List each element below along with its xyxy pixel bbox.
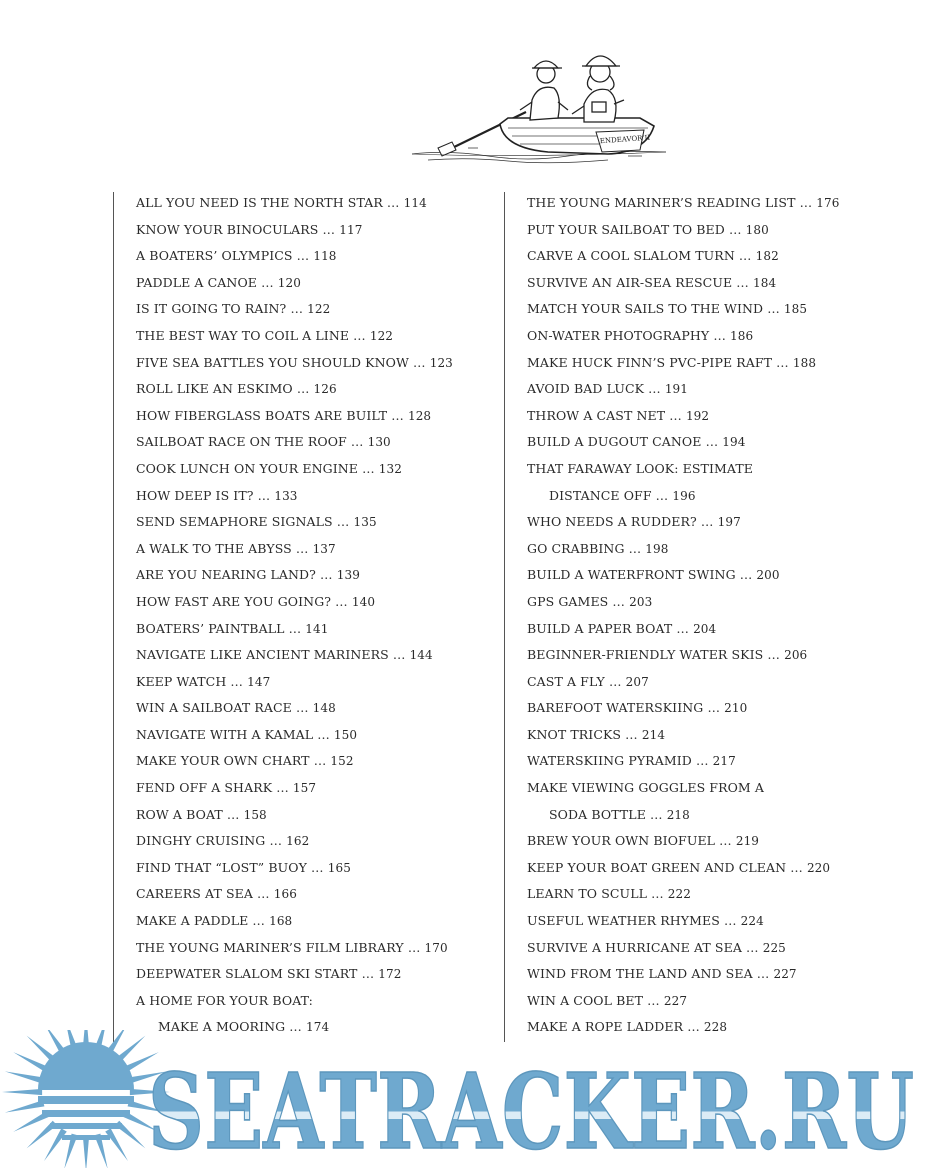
toc-entry-separator: …	[651, 487, 673, 503]
watermark-text: SEATRACKER.RU	[148, 1050, 914, 1168]
toc-entry-title: SEND SEMAPHORE SIGNALS	[136, 514, 333, 530]
toc-entry-page: 228	[703, 1020, 728, 1035]
toc-entry-page: 210	[724, 701, 748, 716]
seatracker-watermark	[0, 1030, 926, 1168]
toc-entry	[527, 217, 839, 244]
toc-entry-page: 220	[806, 860, 831, 875]
toc-entry-separator: …	[257, 274, 278, 290]
toc-entry-title: DINGHY CRUISING	[136, 833, 266, 849]
toc-entry-title: THAT FARAWAY LOOK: ESTIMATE	[527, 460, 753, 476]
toc-entry	[136, 881, 453, 908]
toc-entry-separator: …	[315, 567, 337, 583]
toc-entry-page: 186	[730, 328, 754, 343]
toc-entry	[136, 695, 453, 722]
toc-entry-title: MAKE YOUR OWN CHART	[136, 753, 310, 769]
toc-entry-title: MAKE A PADDLE	[136, 913, 249, 929]
toc-entry-separator: …	[703, 700, 725, 716]
toc-entry-title: MAKE A MOORING	[158, 1019, 286, 1035]
toc-entry	[136, 828, 453, 855]
toc-entry-page: 133	[274, 488, 298, 503]
toc-entry-title: MATCH YOUR SAILS TO THE WIND	[527, 301, 764, 317]
toc-entry-separator: …	[408, 354, 430, 370]
toc-entry-title: GPS GAMES	[527, 593, 609, 609]
toc-entry-title: A HOME FOR YOUR BOAT:	[136, 992, 313, 1008]
toc-entry-title: IS IT GOING TO RAIN?	[136, 301, 287, 317]
toc-entry	[136, 509, 453, 536]
toc-entry	[136, 562, 453, 589]
toc-entry-separator: …	[741, 939, 763, 955]
toc-entry-title: A WALK TO THE ABYSS	[136, 540, 292, 556]
toc-entry-separator: …	[665, 407, 686, 423]
toc-entry-separator: …	[291, 700, 313, 716]
toc-entry	[136, 483, 453, 510]
toc-entry-page: 114	[403, 196, 427, 210]
toc-entry-separator: …	[403, 939, 425, 955]
toc-entry-separator: …	[647, 886, 668, 902]
toc-entry	[136, 748, 453, 775]
toc-entry	[527, 908, 839, 935]
toc-entry-separator: …	[357, 966, 379, 982]
toc-entry-page: 139	[336, 568, 360, 583]
toc-entry-title: SURVIVE A HURRICANE AT SEA	[527, 939, 742, 955]
toc-entry-page: 218	[666, 807, 690, 822]
toc-entry-separator: …	[772, 354, 793, 370]
toc-entry-title: MAKE VIEWING GOGGLES FROM A	[527, 780, 765, 796]
toc-entry	[527, 935, 839, 962]
toc-entry-page: 192	[685, 408, 710, 423]
toc-entry-page: 172	[378, 967, 402, 982]
toc-entry-page: 227	[663, 993, 688, 1008]
toc-entry-page: 168	[269, 914, 293, 929]
toc-entry-separator: …	[358, 460, 379, 476]
toc-entry-separator: …	[226, 673, 248, 689]
toc-entry-title: DEEPWATER SLALOM SKI START	[136, 966, 358, 982]
toc-entry	[527, 802, 839, 829]
toc-entry	[527, 350, 839, 377]
toc-entry	[527, 961, 839, 988]
toc-entry	[527, 270, 839, 297]
toc-entry	[527, 855, 839, 882]
toc-entry-separator: …	[292, 381, 314, 397]
toc-entry-title: WIN A SAILBOAT RACE	[136, 700, 292, 716]
toc-entry-separator: …	[608, 593, 630, 609]
toc-entry-separator: …	[701, 434, 723, 450]
toc-entry-page: 219	[735, 834, 760, 849]
toc-entry-separator: …	[719, 913, 741, 929]
toc-entry-page: 217	[712, 754, 736, 769]
toc-entry-page: 214	[641, 727, 666, 742]
toc-entry	[136, 217, 453, 244]
toc-entry-title: KEEP YOUR BOAT GREEN AND CLEAN	[527, 859, 787, 875]
toc-entry-page: 166	[273, 887, 297, 902]
toc-entry-page: 117	[339, 222, 363, 237]
toc-entry	[527, 456, 839, 483]
toc-entry	[527, 988, 839, 1015]
toc-entry-separator: …	[349, 327, 370, 343]
toc-entry	[136, 908, 453, 935]
toc-entry	[136, 589, 453, 616]
toc-entry	[527, 323, 839, 350]
toc-entry-title: THE BEST WAY TO COIL A LINE	[136, 327, 350, 343]
toc-entry-title: BREW YOUR OWN BIOFUEL	[527, 833, 716, 849]
toc-entry-separator: …	[644, 381, 665, 397]
toc-entry-title: SODA BOTTLE	[549, 806, 646, 822]
toc-entry-separator: …	[645, 806, 667, 822]
toc-entry	[136, 669, 453, 696]
toc-entry-title: KNOW YOUR BINOCULARS	[136, 221, 319, 237]
toc-entry-separator: …	[691, 753, 713, 769]
toc-entry	[136, 270, 453, 297]
toc-entry-title: A BOATERS’ OLYMPICS	[136, 248, 293, 264]
toc-entry-page: 148	[312, 701, 336, 716]
toc-entry-separator: …	[291, 540, 313, 556]
toc-entry-title: GO CRABBING	[527, 540, 625, 556]
toc-entry-title: FIND THAT “LOST” BUOY	[136, 859, 307, 875]
toc-entry-page: 158	[243, 807, 267, 822]
toc-entry	[527, 828, 839, 855]
toc-entry	[136, 935, 453, 962]
toc-entry	[527, 589, 839, 616]
toc-entry	[527, 243, 839, 270]
toc-entry-separator: …	[382, 195, 404, 210]
toc-entry	[136, 536, 453, 563]
toc-entry-page: 225	[762, 940, 786, 955]
toc-entry-title: ARE YOU NEARING LAND?	[136, 567, 316, 583]
toc-entry-title: MAKE A ROPE LADDER	[527, 1019, 684, 1035]
toc-entry-title: COOK LUNCH ON YOUR ENGINE	[136, 460, 359, 476]
toc-entry	[527, 509, 839, 536]
toc-entry-page: 196	[672, 488, 696, 503]
toc-entry-separator: …	[265, 833, 287, 849]
toc-entry-page: 188	[792, 355, 817, 370]
toc-right-column	[527, 190, 839, 1041]
toc-entry-separator: …	[683, 1019, 704, 1035]
toc-entry-page: 126	[313, 382, 337, 397]
toc-entry	[136, 988, 453, 1015]
toc-entry-page: 200	[756, 568, 780, 583]
toc-entry-page: 144	[409, 648, 433, 663]
toc-entry-page: 150	[333, 727, 358, 742]
toc-entry-title: WIN A COOL BET	[527, 992, 644, 1008]
toc-entry-separator: …	[643, 992, 664, 1008]
toc-entry-page: 157	[292, 781, 317, 796]
toc-entry	[527, 403, 839, 430]
toc-entry-title: BUILD A DUGOUT CANOE	[527, 434, 702, 450]
toc-entry-title: WIND FROM THE LAND AND SEA	[527, 966, 753, 982]
toc-entry-title: FIVE SEA BATTLES YOU SHOULD KNOW	[136, 354, 409, 370]
toc-entry-title: THROW A CAST NET	[527, 407, 666, 423]
toc-entry	[136, 642, 453, 669]
toc-entry-page: 207	[625, 674, 649, 689]
toc-entry-page: 222	[667, 887, 691, 902]
toc-entry-title: SAILBOAT RACE ON THE ROOF	[136, 434, 347, 450]
toc-entry-page: 140	[351, 594, 376, 609]
toc-entry-page: 191	[664, 382, 689, 397]
toc-entry	[136, 961, 453, 988]
toc-entry-separator: …	[292, 248, 314, 264]
toc-entry	[527, 881, 839, 908]
toc-entry-separator: …	[306, 859, 328, 875]
toc-entry-title: NAVIGATE WITH A KAMAL	[136, 726, 314, 742]
toc-entry	[527, 376, 839, 403]
toc-entry	[136, 616, 453, 643]
toc-entry-page: 224	[740, 914, 764, 929]
toc-entry	[136, 350, 453, 377]
toc-entry	[527, 536, 839, 563]
toc-entry-separator: …	[795, 195, 817, 210]
toc-entry-separator: …	[332, 514, 354, 530]
toc-entry	[527, 695, 839, 722]
toc-entry-page: 152	[330, 754, 354, 769]
toc-entry-separator: …	[696, 514, 718, 530]
toc-entry-page: 147	[247, 674, 271, 689]
toc-entry-title: PUT YOUR SAILBOAT TO BED	[527, 221, 725, 237]
toc-entry	[527, 562, 839, 589]
toc-entry-title: ROLL LIKE AN ESKIMO	[136, 381, 293, 397]
toc-entry-page: 122	[369, 328, 394, 343]
toc-entry	[527, 616, 839, 643]
toc-entry-title: HOW DEEP IS IT?	[136, 487, 254, 503]
toc-entry-title: AVOID BAD LUCK	[527, 381, 645, 397]
toc-entry	[136, 243, 453, 270]
toc-entry-separator: …	[318, 221, 340, 237]
toc-entry-title: ON-WATER PHOTOGRAPHY	[527, 327, 710, 343]
toc-entry-title: WATERSKIING PYRAMID	[527, 753, 692, 769]
toc-entry	[527, 669, 839, 696]
toc-entry	[136, 323, 453, 350]
toc-entry-separator: …	[735, 567, 757, 583]
toc-entry-page: 135	[353, 515, 377, 530]
toc-entry	[527, 296, 839, 323]
toc-entry-title: CAREERS AT SEA	[136, 886, 253, 902]
toc-entry-page: 141	[305, 621, 329, 636]
toc-entry-title: HOW FAST ARE YOU GOING?	[136, 593, 332, 609]
toc-entry-separator: …	[286, 301, 308, 317]
toc-entry-separator: …	[734, 248, 756, 264]
toc-entry	[527, 748, 839, 775]
toc-entry-page: 206	[784, 648, 808, 663]
toc-entry-title: LEARN TO SCULL	[527, 886, 647, 902]
toc-entry-page: 197	[717, 515, 741, 530]
toc-entry-separator: …	[331, 593, 352, 609]
toc-entry-title: NAVIGATE LIKE ANCIENT MARINERS	[136, 647, 389, 663]
toc-entry-title: MAKE HUCK FINN’S PVC-PIPE RAFT	[527, 354, 773, 370]
toc-entry-title: BAREFOOT WATERSKIING	[527, 700, 704, 716]
toc-entry-separator: …	[284, 620, 306, 636]
toc-entry-separator: …	[222, 806, 244, 822]
toc-entry-title: BUILD A WATERFRONT SWING	[527, 567, 736, 583]
toc-entry-separator: …	[604, 673, 626, 689]
toc-entry-title: BEGINNER-FRIENDLY WATER SKIS	[527, 647, 764, 663]
toc-entry-page: 120	[277, 275, 302, 290]
toc-entry-page: 130	[367, 435, 391, 450]
toc-entry-page: 174	[305, 1020, 330, 1035]
toc-entry-page: 170	[424, 940, 448, 955]
toc-entry-title: KNOT TRICKS	[527, 726, 622, 742]
toc-entry-title: USEFUL WEATHER RHYMES	[527, 913, 720, 929]
toc-entry-separator: …	[752, 966, 774, 982]
toc-entry-separator: …	[715, 833, 736, 849]
toc-entry-separator: …	[786, 859, 807, 875]
toc-entry-title: WHO NEEDS A RUDDER?	[527, 514, 697, 530]
toc-entry	[136, 429, 453, 456]
toc-entry-title: CAST A FLY	[527, 673, 605, 689]
toc-entry-title: THE YOUNG MARINER’S FILM LIBRARY	[136, 939, 404, 955]
toc-entry-separator: …	[709, 327, 731, 343]
toc-entry-page: 132	[378, 461, 402, 476]
toc-entry-page: 198	[645, 541, 669, 556]
toc-entry-separator: …	[724, 221, 746, 237]
toc-entry-separator: …	[252, 886, 274, 902]
toc-entry	[527, 775, 839, 802]
boat-name-text: ENDEAVOR II	[599, 133, 651, 146]
toc-entry-page: 162	[286, 834, 310, 849]
right-column-rule	[504, 192, 505, 1042]
toc-entry-separator: …	[763, 301, 784, 317]
toc-entry-page: 128	[407, 408, 432, 423]
toc-entry	[527, 722, 839, 749]
toc-entry-page: 180	[745, 222, 769, 237]
toc-entry-title: PADDLE A CANOE	[136, 274, 258, 290]
toc-entry-separator: …	[672, 620, 694, 636]
toc-entry-title: THE YOUNG MARINER’S READING LIST	[527, 195, 796, 210]
toc-entry-title: CARVE A COOL SLALOM TURN	[527, 248, 735, 264]
toc-entry-title: FEND OFF A SHARK	[136, 780, 273, 796]
toc-entry	[136, 296, 453, 323]
toc-entry-page: 185	[783, 302, 808, 317]
toc-entry-title: ROW A BOAT	[136, 806, 223, 822]
toc-entry	[136, 722, 453, 749]
toc-entry-separator: …	[253, 487, 275, 503]
toc-entry-separator: …	[248, 913, 270, 929]
toc-entry-separator: …	[388, 647, 410, 663]
toc-entry-title: KEEP WATCH	[136, 673, 227, 689]
toc-entry-title: HOW FIBERGLASS BOATS ARE BUILT	[136, 407, 388, 423]
toc-entry-separator: …	[272, 780, 293, 796]
toc-entry-page: 203	[629, 594, 653, 609]
toc-entry	[527, 642, 839, 669]
toc-entry-page: 176	[816, 196, 840, 210]
toc-entry-page: 194	[722, 435, 746, 450]
toc-entry-title: ALL YOU NEED IS THE NORTH STAR	[136, 195, 383, 210]
toc-entry	[136, 403, 453, 430]
toc-entry	[136, 855, 453, 882]
toc-entry-title: DISTANCE OFF	[549, 487, 652, 503]
toc-entry-page: 165	[327, 860, 351, 875]
toc-entry	[527, 483, 839, 510]
toc-entry-page: 122	[307, 302, 331, 317]
toc-entry-separator: …	[346, 434, 368, 450]
toc-entry-page: 204	[693, 621, 717, 636]
toc-entry	[136, 456, 453, 483]
toc-entry-separator: …	[285, 1019, 306, 1035]
toc-entry-separator: …	[763, 647, 785, 663]
toc-left-column	[136, 190, 453, 1041]
toc-entry	[136, 190, 453, 217]
toc-entry	[136, 376, 453, 403]
toc-entry	[527, 190, 839, 217]
toc-entry	[136, 775, 453, 802]
left-column-rule	[113, 192, 114, 1042]
toc-entry-page: 118	[313, 249, 337, 264]
toc-entry-page: 184	[752, 275, 777, 290]
toc-entry	[527, 429, 839, 456]
toc-entry-page: 137	[312, 541, 336, 556]
toc-entry-separator: …	[387, 407, 408, 423]
toc-entry-page: 227	[773, 967, 797, 982]
toc-entry-separator: …	[624, 540, 646, 556]
toc-entry-separator: …	[621, 726, 642, 742]
rowboat-illustration	[408, 44, 670, 164]
toc-entry-separator: …	[309, 753, 331, 769]
toc-entry-page: 123	[429, 355, 453, 370]
toc-entry	[136, 802, 453, 829]
toc-entry-page: 182	[755, 249, 779, 264]
toc-entry-separator: …	[313, 726, 334, 742]
toc-entry-title: SURVIVE AN AIR-SEA RESCUE	[527, 274, 733, 290]
toc-entry-title: BUILD A PAPER BOAT	[527, 620, 673, 636]
toc-entry-title: BOATERS’ PAINTBALL	[136, 620, 285, 636]
toc-entry-separator: …	[732, 274, 753, 290]
